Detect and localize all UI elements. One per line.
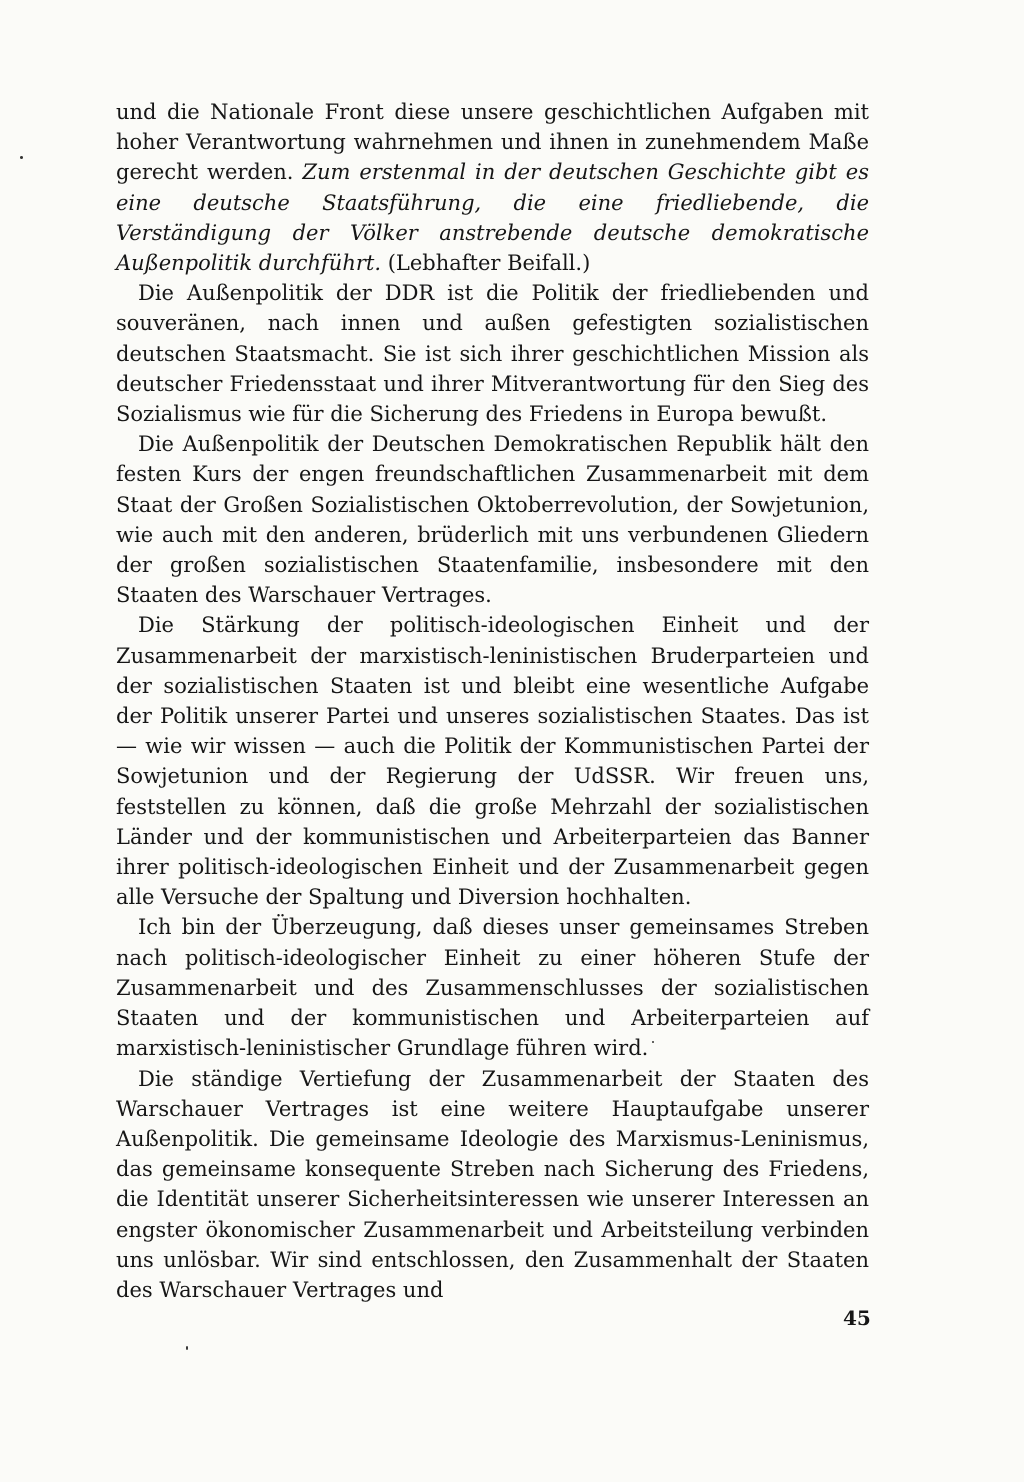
scan-speck [186, 1346, 188, 1350]
body-text [116, 97, 869, 1305]
paragraph-3: Die Außenpolitik der Deutschen Demokratischen Republik hält den festen Kurs der engen freundschaftlichen Zusammenarbeit mit dem Staat der Großen Sozialistischen Oktoberrevolution, der Sowjetunion, wie auch mit den anderen, brüderlich mit uns verbundenen Gliedern der großen sozialistischen Staatenfamilie, insbesondere mit den Staaten des Warschauer Vertrages. [116, 432, 869, 608]
paragraph-4: Die Stärkung der politisch-ideologischen Einheit und der Zusammenarbeit der marxistisch-leninistischen Bruderparteien und der sozialistischen Staaten ist und bleibt eine wesentliche Aufgabe der Politik unserer Partei und unseres sozialistischen Staates. Das ist — wie wir wissen — auch die Politik der Kommunistischen Partei der Sowjetunion und der Regierung der UdSSR. Wir freuen uns, feststellen zu können, daß die große Mehrzahl der sozialistischen Länder und der kommunistischen und Arbeiterparteien das Banner ihrer politisch-ideologischen Einheit und der Zusammenarbeit gegen alle Versuche der Spaltung und Diversion hochhalten. [116, 613, 869, 910]
page-number: 45 [843, 1306, 871, 1330]
paragraph-1 [116, 97, 869, 278]
paragraph-1-text-start: und die Nationale Front diese unsere geschichtlichen Aufgaben mit hoher Verantwortung wahrnehmen und ihnen in zunehmendem Maße gerecht werden. [116, 100, 869, 185]
scan-speck [20, 156, 23, 159]
paragraph-2: Die Außenpolitik der DDR ist die Politik der friedliebenden und souveränen, nach innen und außen gefestigten sozialistischen deutschen Staatsmacht. Sie ist sich ihrer geschichtlichen Mission als deutscher Friedensstaat und ihrer Mitverantwortung für den Sieg des Sozialismus wie für die Sicherung des Friedens in Europa bewußt. [116, 281, 869, 427]
paragraph-1-italic-text: Zum erstenmal in der deutschen Geschichte gibt es eine deutsche Staatsführung, die eine friedliebende, die Verständigung der Völker anstrebende deutsche demokratische Außenpolitik durchführt. [116, 160, 869, 276]
paragraph-6: Die ständige Vertiefung der Zusammenarbeit der Staaten des Warschauer Vertrages ist eine weitere Hauptaufgabe unserer Außenpolitik. Die gemeinsame Ideologie des Marxismus-Leninismus, das gemeinsame konsequente Streben nach Sicherung des Friedens, die Identität unserer Sicherheitsinteressen wie unserer Interessen an engster ökonomischer Zusammenarbeit und Arbeitsteilung verbinden uns unlösbar. Wir sind entschlossen, den Zusammenhalt der Staaten des Warschauer Vertrages und [116, 1066, 869, 1302]
paragraph-5: Ich bin der Überzeugung, daß dieses unser gemeinsames Streben nach politisch-ideologischer Einheit zu einer höheren Stufe der Zusammenarbeit und des Zusammenschlusses der sozialistischen Staaten und der kommunistischen und Arbeiterparteien auf marxistisch-leninistischer Grundlage führen wird. [116, 915, 869, 1061]
paragraph-1-text-end: (Lebhafter Beifall.) [381, 251, 591, 276]
